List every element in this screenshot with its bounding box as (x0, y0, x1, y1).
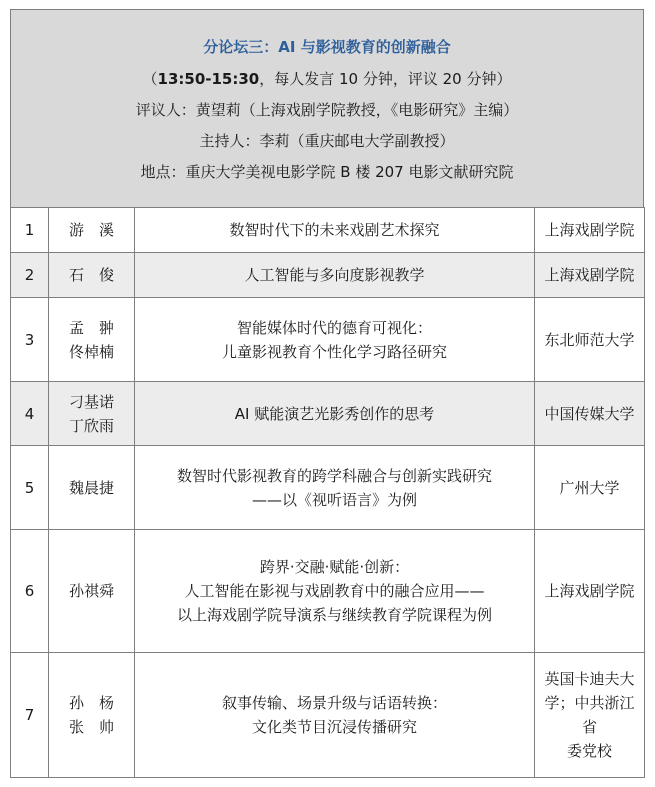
forum-header (10, 9, 644, 207)
table-row (11, 298, 645, 382)
row-number: 4 (11, 382, 49, 446)
talk-topic: 数智时代影视教育的跨学科融合与创新实践研究 ——以《视听语言》为例 (135, 446, 535, 530)
affiliation: 英国卡迪夫大 学；中共浙江省 委党校 (535, 653, 645, 778)
speaker-table (10, 207, 645, 778)
talk-topic: 智能媒体时代的德育可视化： 儿童影视教育个性化学习路径研究 (135, 298, 535, 382)
schedule-sheet (10, 9, 644, 778)
speaker-names: 石 俊 (49, 253, 135, 298)
affiliation: 广州大学 (535, 446, 645, 530)
talk-topic: 数智时代下的未来戏剧艺术探究 (135, 208, 535, 253)
speaker-names: 刁基诺 丁欣雨 (49, 382, 135, 446)
reviewer-line: 评议人：黄望莉（上海戏剧学院教授，《电影研究》主编） (135, 101, 519, 119)
affiliation: 中国传媒大学 (535, 382, 645, 446)
talk-topic: 叙事传输、场景升级与话语转换： 文化类节目沉浸传播研究 (135, 653, 535, 778)
affiliation: 上海戏剧学院 (535, 208, 645, 253)
forum-title: 分论坛三：AI 与影视教育的创新融合 (203, 38, 451, 56)
table-row (11, 530, 645, 653)
speaker-names: 孙祺舜 (49, 530, 135, 653)
speaker-names: 魏晨捷 (49, 446, 135, 530)
talk-topic: AI 赋能演艺光影秀创作的思考 (135, 382, 535, 446)
row-number: 2 (11, 253, 49, 298)
venue-line: 地点：重庆大学美视电影学院 B 楼 207 电影文献研究院 (140, 163, 514, 181)
affiliation: 上海戏剧学院 (535, 253, 645, 298)
talk-topic: 人工智能与多向度影视教学 (135, 253, 535, 298)
table-row (11, 253, 645, 298)
host-line: 主持人：李莉（重庆邮电大学副教授） (199, 132, 455, 150)
affiliation: 东北师范大学 (535, 298, 645, 382)
speaker-names: 孙 杨 张 帅 (49, 653, 135, 778)
time-range: 13:50-15:30 (157, 70, 260, 88)
row-number: 3 (11, 298, 49, 382)
row-number: 5 (11, 446, 49, 530)
talk-topic: 跨界·交融·赋能·创新： 人工智能在影视与戏剧教育中的融合应用—— 以上海戏剧学院导演系与继续教育学院课程为例 (135, 530, 535, 653)
speaker-names: 孟 翀 佟棹楠 (49, 298, 135, 382)
row-number: 1 (11, 208, 49, 253)
row-number: 6 (11, 530, 49, 653)
table-row (11, 208, 645, 253)
table-row (11, 382, 645, 446)
row-number: 7 (11, 653, 49, 778)
speaker-names: 游 溪 (49, 208, 135, 253)
table-row (11, 446, 645, 530)
affiliation: 上海戏剧学院 (535, 530, 645, 653)
session-time: （13:50-15:30，每人发言 10 分钟，评议 20 分钟） (142, 70, 512, 88)
table-row (11, 653, 645, 778)
